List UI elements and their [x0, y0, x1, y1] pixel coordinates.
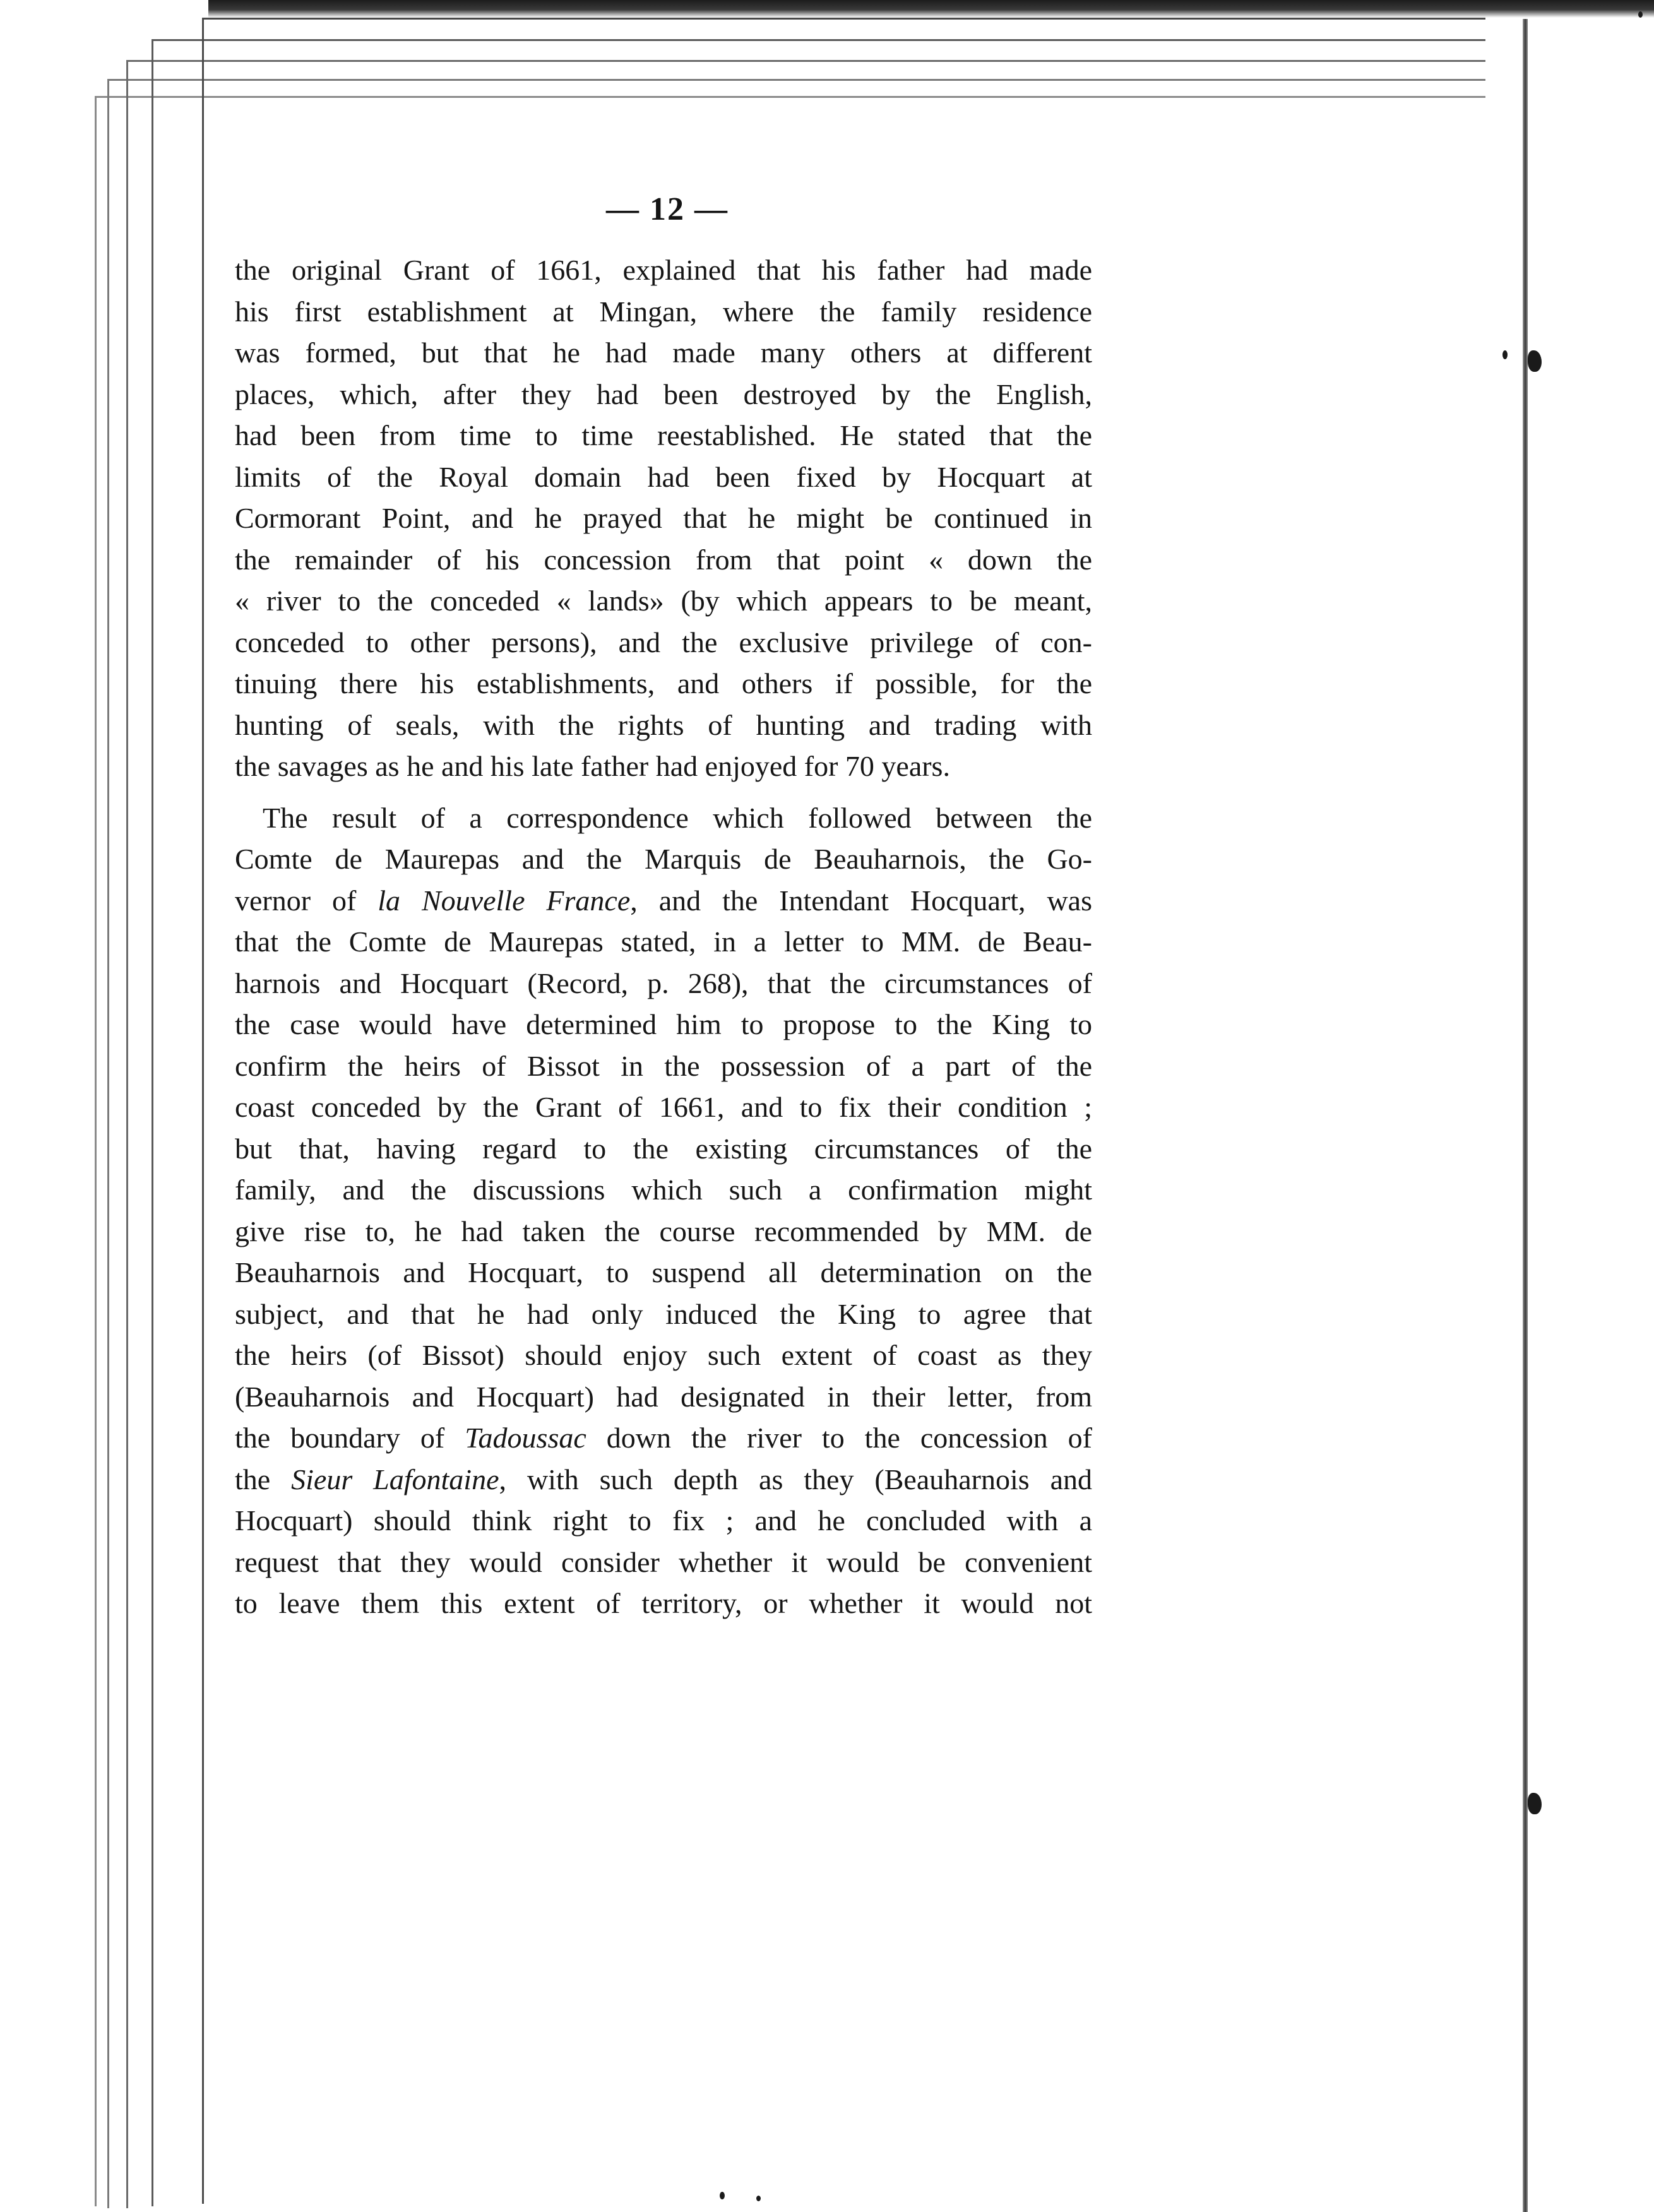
scan-speck — [1502, 350, 1508, 359]
text-line: the original Grant of 1661, explained that his father had made — [235, 254, 1092, 286]
text-line: Cormorant Point, and he prayed that he might be continued in — [235, 502, 1092, 534]
text-line: (Beauharnois and Hocquart) had designated in their letter, from — [235, 1380, 1092, 1413]
text-line: that the Comte de Maurepas stated, in a letter to MM. de Beau- — [235, 925, 1092, 958]
text-line: The result of a correspondence which followed between the — [263, 801, 1092, 834]
page-number: — 12 — — [606, 191, 729, 227]
text-line: the boundary of Tadoussac down the river to the concession of — [235, 1422, 1092, 1454]
text-line: places, which, after they had been destroyed by the English, — [235, 378, 1092, 410]
text-line: Hocquart) should think right to fix ; and he concluded with a — [235, 1504, 1092, 1537]
text-line: the savages as he and his late father had enjoyed for 70 years. — [235, 750, 950, 782]
text-line: Beauharnois and Hocquart, to suspend all determination on the — [235, 1256, 1092, 1288]
text-line: harnois and Hocquart (Record, p. 268), that the circumstances of — [235, 966, 1092, 999]
text-line: hunting of seals, with the rights of hunting and trading with — [235, 708, 1092, 741]
text-line: the remainder of his concession from that point « down the — [235, 543, 1092, 576]
text-line: the Sieur Lafontaine, with such depth as they (Beauharnois and — [235, 1463, 1092, 1495]
text-line: Comte de Maurepas and the Marquis de Beauharnois, the Go- — [235, 843, 1092, 875]
gutter-mark — [1528, 350, 1542, 372]
text-line: subject, and that he had only induced the King to agree that — [235, 1297, 1092, 1330]
paragraph — [235, 249, 1092, 787]
italic-phrase: la Nouvelle France — [378, 884, 631, 917]
scan-top-edge — [208, 0, 1654, 18]
italic-phrase: Sieur Lafontaine — [291, 1463, 499, 1495]
text-line: was formed, but that he had made many others at different — [235, 336, 1092, 369]
text-line: conceded to other persons), and the exclusive privilege of con- — [235, 626, 1092, 658]
text-line: family, and the discussions which such a confirmation might — [235, 1174, 1092, 1206]
body-text — [235, 249, 1092, 1624]
text-line: had been from time to time reestablished. He stated that the — [235, 419, 1092, 451]
text-line: but that, having regard to the existing circumstances of the — [235, 1132, 1092, 1165]
text-line: coast conceded by the Grant of 1661, and to fix their condition ; — [235, 1091, 1092, 1123]
scan-speck — [756, 2196, 761, 2201]
text-line: request that they would consider whether it would be convenient — [235, 1545, 1092, 1578]
text-line: vernor of la Nouvelle France, and the Intendant Hocquart, was — [235, 884, 1092, 917]
text-line: confirm the heirs of Bissot in the possession of a part of the — [235, 1049, 1092, 1082]
text-line: limits of the Royal domain had been fixed by Hocquart at — [235, 460, 1092, 493]
text-line: give rise to, he had taken the course recommended by MM. de — [235, 1215, 1092, 1247]
paragraph-gap — [235, 787, 1092, 797]
text-line: the case would have determined him to propose to the King to — [235, 1008, 1092, 1040]
text-line: the heirs (of Bissot) should enjoy such extent of coast as they — [235, 1339, 1092, 1371]
text-line: his first establishment at Mingan, where the family residence — [235, 295, 1092, 328]
gutter-mark — [1528, 1793, 1542, 1814]
scan-speck — [1638, 11, 1643, 18]
binding-gutter — [1523, 19, 1528, 2212]
scan-speck — [720, 2192, 725, 2199]
text-line: to leave them this extent of territory, or whether it would not — [235, 1587, 1092, 1619]
text-line: tinuing there his establishments, and others if possible, for the — [235, 667, 1092, 699]
italic-phrase: Tadoussac — [465, 1422, 586, 1454]
text-line: « river to the conceded « lands» (by which appears to be meant, — [235, 585, 1092, 617]
paragraph — [235, 797, 1092, 1624]
